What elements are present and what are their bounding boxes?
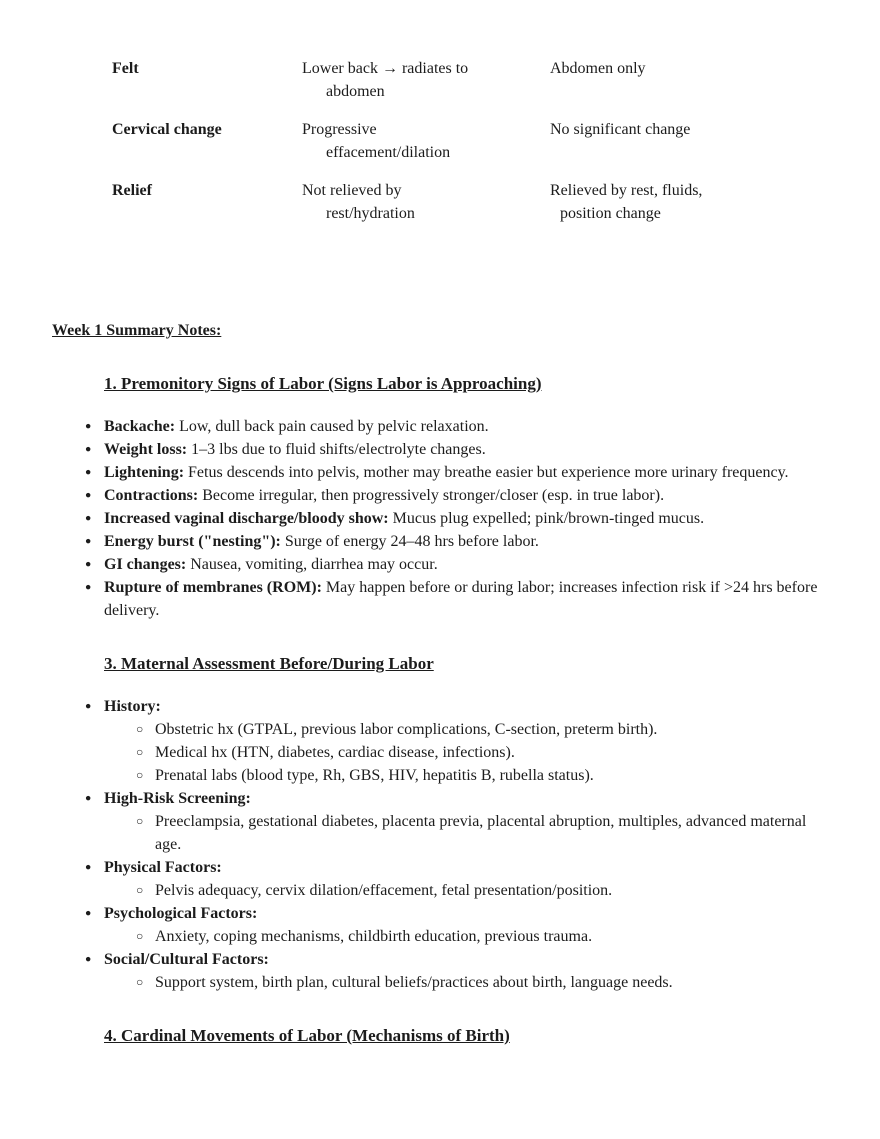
list-item-term: Contractions: bbox=[104, 487, 199, 504]
list-item bbox=[85, 948, 825, 971]
sub-list-item-text: Obstetric hx (GTPAL, previous labor complications, C-section, preterm birth). bbox=[155, 721, 658, 738]
true-labor-cell bbox=[302, 179, 550, 225]
sub-list-item-text: Prenatal labs (blood type, Rh, GBS, HIV, hepatitis B, rubella status). bbox=[155, 767, 594, 784]
section-1-heading: 1. Premonitory Signs of Labor (Signs Labor is Approaching) bbox=[104, 374, 542, 393]
bullet-icon: ● bbox=[85, 421, 92, 432]
sub-list-item-text: Anxiety, coping mechanisms, childbirth education, previous trauma. bbox=[155, 928, 593, 945]
list-item-term: Psychological Factors: bbox=[104, 905, 258, 922]
list-item bbox=[85, 856, 825, 879]
list-item-desc: Low, dull back pain caused by pelvic relaxation. bbox=[175, 418, 489, 435]
table-row bbox=[112, 57, 825, 103]
sub-bullet-icon: ○ bbox=[136, 768, 144, 782]
bullet-icon: ● bbox=[85, 513, 92, 524]
sub-bullet-icon: ○ bbox=[136, 745, 144, 759]
list-item-desc: Become irregular, then progressively stronger/closer (esp. in true labor). bbox=[198, 487, 665, 504]
list-item-term: GI changes: bbox=[104, 556, 187, 573]
list-item bbox=[85, 530, 825, 553]
list-item-text bbox=[104, 415, 825, 438]
list-item-term: Physical Factors: bbox=[104, 859, 222, 876]
table-row bbox=[112, 179, 825, 225]
cell-line: No significant change bbox=[550, 121, 691, 138]
row-label: Felt bbox=[112, 60, 139, 77]
sub-list-item bbox=[136, 718, 825, 741]
list-item-text bbox=[104, 438, 825, 461]
table-row bbox=[112, 118, 825, 164]
bullet-icon: ● bbox=[85, 701, 92, 712]
bullet-icon: ● bbox=[85, 954, 92, 965]
list-item-term: Social/Cultural Factors: bbox=[104, 951, 269, 968]
list-item-term: Backache: bbox=[104, 418, 176, 435]
list-item-group bbox=[85, 856, 825, 902]
sub-list bbox=[85, 879, 825, 902]
list-item-text bbox=[104, 484, 825, 507]
cell-line: Abdomen only bbox=[550, 60, 646, 77]
sub-bullet-icon: ○ bbox=[136, 722, 144, 736]
sub-list-item-text: Support system, birth plan, cultural beliefs/practices about birth, language needs. bbox=[155, 974, 673, 991]
sub-list bbox=[85, 971, 825, 994]
list-item-term: Weight loss: bbox=[104, 441, 188, 458]
list-item bbox=[85, 484, 825, 507]
cell-line: rest/hydration bbox=[326, 205, 415, 222]
list-item-text bbox=[104, 530, 825, 553]
list-item-text bbox=[104, 461, 825, 484]
bullet-icon: ● bbox=[85, 467, 92, 478]
section-4-heading: 4. Cardinal Movements of Labor (Mechanisms of Birth) bbox=[104, 1026, 510, 1045]
list-item-text bbox=[104, 507, 825, 530]
row-label: Cervical change bbox=[112, 121, 222, 138]
list-item-text bbox=[104, 553, 825, 576]
sub-list-item bbox=[136, 879, 825, 902]
list-item-group bbox=[85, 695, 825, 787]
list-item-text bbox=[104, 948, 825, 971]
sub-bullet-icon: ○ bbox=[136, 975, 144, 989]
list-item-desc: 1–3 lbs due to fluid shifts/electrolyte changes. bbox=[187, 441, 486, 458]
sub-bullet-icon: ○ bbox=[136, 883, 144, 897]
sub-list-item bbox=[136, 971, 825, 994]
false-labor-cell bbox=[550, 179, 825, 225]
list-item bbox=[85, 507, 825, 530]
list-item-desc: May happen before or during labor; increases infection risk if >24 hrs before delivery. bbox=[104, 579, 818, 619]
sub-list-item bbox=[136, 741, 825, 764]
list-item-text bbox=[104, 695, 825, 718]
bullet-icon: ● bbox=[85, 908, 92, 919]
list-item-desc: Mucus plug expelled; pink/brown-tinged mucus. bbox=[388, 510, 705, 527]
cell-line: Lower back → radiates to bbox=[302, 60, 469, 77]
list-item-group bbox=[85, 948, 825, 994]
bullet-icon: ● bbox=[85, 862, 92, 873]
list-item bbox=[85, 902, 825, 925]
list-item-desc: Surge of energy 24–48 hrs before labor. bbox=[280, 533, 539, 550]
cell-line: effacement/dilation bbox=[326, 144, 451, 161]
list-item-text bbox=[104, 787, 825, 810]
section-1-list bbox=[52, 415, 825, 622]
bullet-icon: ● bbox=[85, 536, 92, 547]
list-item-term: History: bbox=[104, 698, 161, 715]
list-item bbox=[85, 576, 825, 622]
section-3-list bbox=[52, 695, 825, 994]
sub-list bbox=[85, 718, 825, 787]
list-item-desc: Nausea, vomiting, diarrhea may occur. bbox=[186, 556, 438, 573]
sub-list-item-text: Pelvis adequacy, cervix dilation/effacement, fetal presentation/position. bbox=[155, 882, 613, 899]
list-item bbox=[85, 695, 825, 718]
sub-bullet-icon: ○ bbox=[136, 929, 144, 943]
bullet-icon: ● bbox=[85, 793, 92, 804]
list-item-text bbox=[104, 856, 825, 879]
list-item-text bbox=[104, 576, 825, 622]
cell-line: Progressive bbox=[302, 121, 377, 138]
false-labor-cell bbox=[550, 57, 825, 103]
list-item bbox=[85, 553, 825, 576]
bullet-icon: ● bbox=[85, 490, 92, 501]
sub-list-item bbox=[136, 764, 825, 787]
list-item-group bbox=[85, 787, 825, 856]
sub-list-item-text: Preeclampsia, gestational diabetes, placenta previa, placental abruption, multiples, advanced maternal age. bbox=[155, 813, 807, 853]
sub-list-item bbox=[136, 810, 825, 856]
list-item-group bbox=[85, 902, 825, 948]
row-label: Relief bbox=[112, 182, 152, 199]
list-item-term: Lightening: bbox=[104, 464, 185, 481]
cell-line: abdomen bbox=[326, 83, 385, 100]
cell-line: Not relieved by bbox=[302, 182, 402, 199]
cell-line: Relieved by rest, fluids, bbox=[550, 182, 703, 199]
sub-list-item-text: Medical hx (HTN, diabetes, cardiac disease, infections). bbox=[155, 744, 515, 761]
list-item-term: Energy burst ("nesting"): bbox=[104, 533, 281, 550]
cell-line: position change bbox=[560, 205, 661, 222]
list-item bbox=[85, 438, 825, 461]
list-item-term: Increased vaginal discharge/bloody show: bbox=[104, 510, 389, 527]
list-item-term: Rupture of membranes (ROM): bbox=[104, 579, 322, 596]
true-labor-cell bbox=[302, 57, 550, 103]
summary-notes-heading: Week 1 Summary Notes: bbox=[52, 322, 222, 339]
sub-list bbox=[85, 810, 825, 856]
false-labor-cell bbox=[550, 118, 825, 164]
sub-list bbox=[85, 925, 825, 948]
sub-list-item bbox=[136, 925, 825, 948]
list-item bbox=[85, 461, 825, 484]
bullet-icon: ● bbox=[85, 582, 92, 593]
labor-comparison-table bbox=[52, 57, 825, 225]
list-item-text bbox=[104, 902, 825, 925]
list-item bbox=[85, 787, 825, 810]
bullet-icon: ● bbox=[85, 444, 92, 455]
sub-bullet-icon: ○ bbox=[136, 814, 144, 828]
list-item-desc: Fetus descends into pelvis, mother may breathe easier but experience more urinary frequency. bbox=[184, 464, 789, 481]
list-item-term: High-Risk Screening: bbox=[104, 790, 251, 807]
bullet-icon: ● bbox=[85, 559, 92, 570]
true-labor-cell bbox=[302, 118, 550, 164]
list-item bbox=[85, 415, 825, 438]
section-3-heading: 3. Maternal Assessment Before/During Labor bbox=[104, 654, 434, 673]
